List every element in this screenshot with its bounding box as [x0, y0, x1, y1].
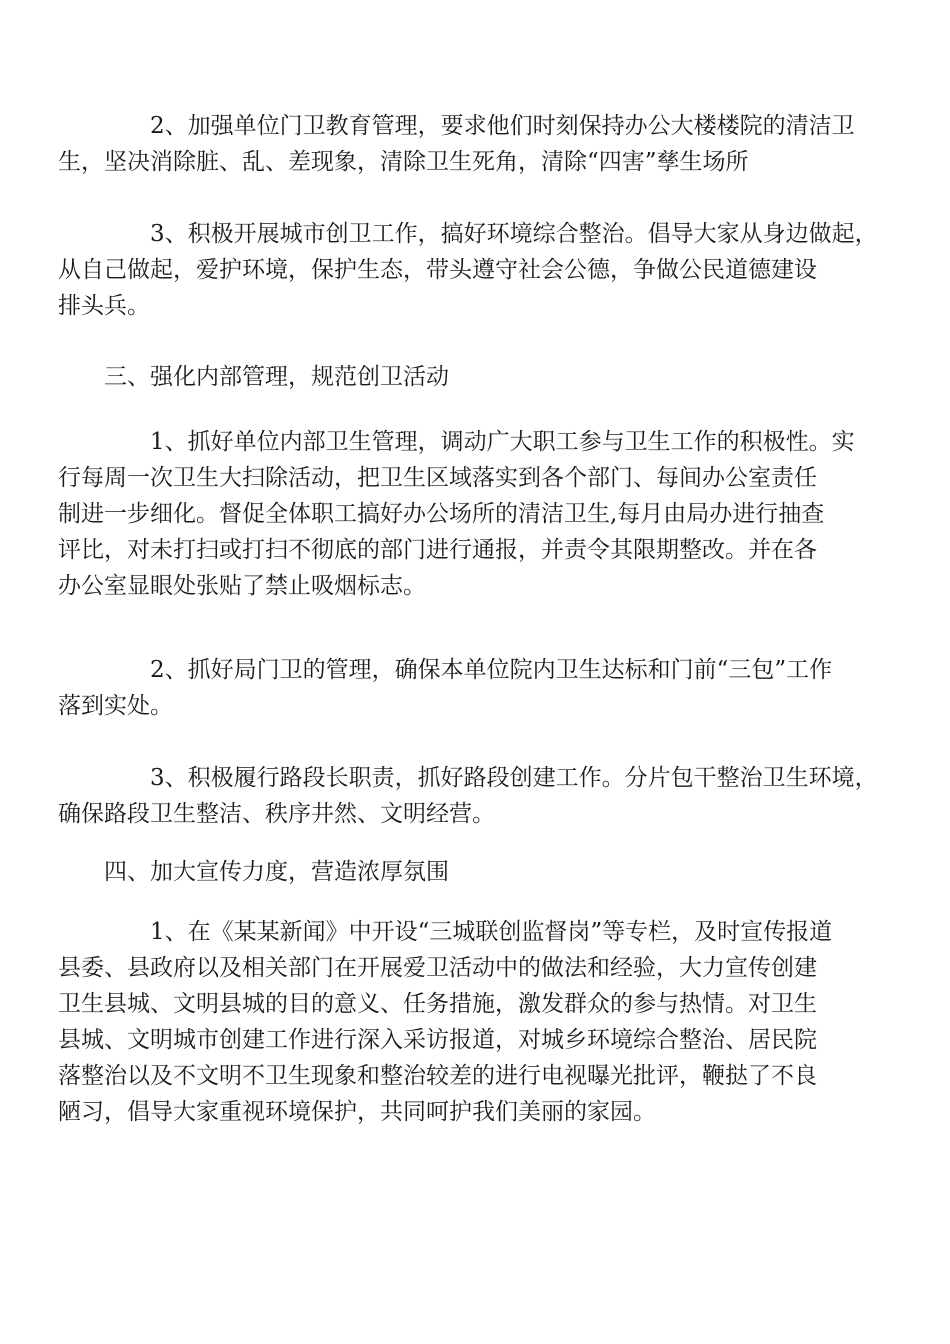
section-heading: 三、强化内部管理，规范创卫活动 — [104, 364, 449, 390]
paragraph-city-sanitation — [58, 216, 878, 324]
paragraph-gate-management — [58, 652, 854, 724]
text-line: 办公室显眼处张贴了禁止吸烟标志。 — [58, 573, 426, 599]
text-line: 确保路段卫生整洁、秩序井然、文明经营。 — [58, 801, 495, 827]
text-line: 县城、文明城市创建工作进行深入采访报道，对城乡环境综合整治、居民院 — [58, 1027, 817, 1053]
text-line: 从自己做起，爱护环境，保护生态，带头遵守社会公德，争做公民道德建设 — [58, 257, 817, 283]
section-heading-publicity — [104, 854, 854, 890]
paragraph-news-column — [58, 914, 854, 1130]
text-line: 评比，对未打扫或打扫不彻底的部门进行通报，并责令其限期整改。并在各 — [58, 537, 817, 563]
text-line: 排头兵。 — [58, 293, 150, 319]
paragraph-office-guard-hygiene — [58, 108, 855, 180]
text-line: 县委、县政府以及相关部门在开展爱卫活动中的做法和经验，大力宣传创建 — [58, 955, 817, 981]
text-line: 落到实处。 — [58, 693, 173, 719]
text-line: 落整治以及不文明不卫生现象和整治较差的进行电视曝光批评，鞭挞了不良 — [58, 1063, 817, 1089]
text-line: 制进一步细化。督促全体职工搞好办公场所的清洁卫生,每月由局办进行抽查 — [58, 501, 825, 527]
paragraph-road-section — [58, 760, 878, 832]
section-heading: 四、加大宣传力度，营造浓厚氛围 — [104, 859, 449, 885]
text-line: 生，坚决消除脏、乱、差现象，清除卫生死角，清除“四害”孳生场所 — [58, 149, 749, 175]
text-line: 1、在《某某新闻》中开设“三城联创监督岗”等专栏，及时宣传报道 — [150, 919, 833, 945]
text-line: 3、积极开展城市创卫工作，搞好环境综合整治。倡导大家从身边做起， — [150, 221, 878, 247]
text-line: 陋习，倡导大家重视环境保护，共同呵护我们美丽的家园。 — [58, 1099, 656, 1125]
paragraph-internal-hygiene — [58, 424, 855, 604]
section-heading-internal-management — [104, 359, 854, 395]
text-line: 2、抓好局门卫的管理，确保本单位院内卫生达标和门前“三包”工作 — [150, 657, 833, 683]
text-line: 2、加强单位门卫教育管理，要求他们时刻保持办公大楼楼院的清洁卫 — [150, 113, 855, 139]
text-line: 行每周一次卫生大扫除活动，把卫生区域落实到各个部门、每间办公室责任 — [58, 465, 817, 491]
text-line: 1、抓好单位内部卫生管理，调动广大职工参与卫生工作的积极性。实 — [150, 429, 855, 455]
text-line: 3、积极履行路段长职责，抓好路段创建工作。分片包干整治卫生环境， — [150, 765, 878, 791]
text-line: 卫生县城、文明县城的目的意义、任务措施，激发群众的参与热情。对卫生 — [58, 991, 817, 1017]
